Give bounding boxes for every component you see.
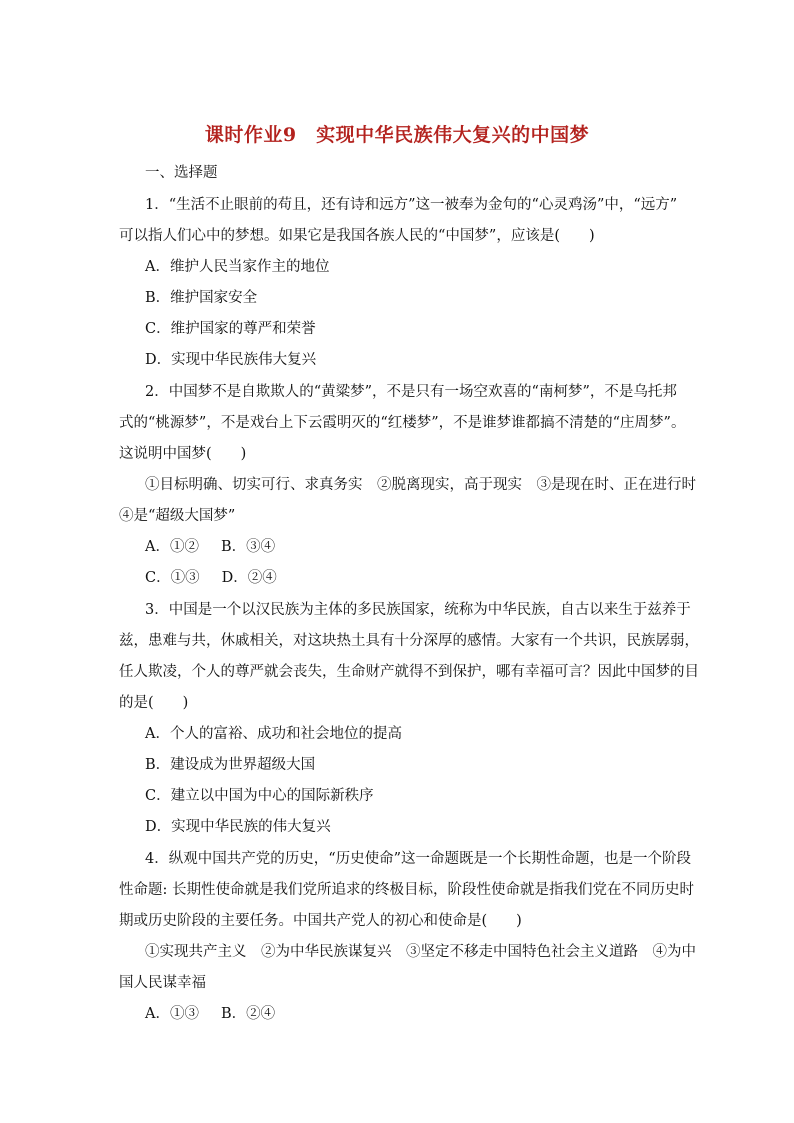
- q3-option-d: D．实现中华民族的伟大复兴: [145, 819, 331, 835]
- q3-option-b: B．建设成为世界超级大国: [145, 757, 316, 773]
- q2-options-row2: [145, 568, 277, 588]
- q2-option-c: C．①③: [145, 570, 200, 586]
- q1-option-a: A．维护人民当家作主的地位: [145, 259, 330, 275]
- q2-stem-line3: 这说明中国梦( ): [119, 446, 247, 462]
- q4-option-b: B．②④: [220, 1006, 276, 1022]
- q3-option-a: A．个人的富裕、成功和社会地位的提高: [145, 726, 402, 742]
- q3-option-c: C．建立以中国为中心的国际新秩序: [145, 788, 374, 804]
- q3-stem-line1: 3．中国是一个以汉民族为主体的多民族国家，统称为中华民族，自古以来生于兹养于: [145, 602, 691, 618]
- q2-options-row1: [145, 537, 275, 557]
- q2-option-a: A．①②: [145, 539, 199, 555]
- q1-option-d: D．实现中华民族伟大复兴: [145, 352, 317, 368]
- q4-statements-line1: ①实现共产主义 ②为中华民族谋复兴 ③坚定不移走中国特色社会主义道路 ④为中: [145, 944, 696, 960]
- q3-stem-line3: 任人欺凌，个人的尊严就会丧失，生命财产就得不到保护，哪有幸福可言？因此中国梦的目: [119, 664, 699, 680]
- q2-option-b: B．③④: [220, 539, 276, 555]
- q3-stem-line4: 的是( ): [119, 695, 189, 711]
- q3-stem-line2: 兹，患难与共，休戚相关，对这块热土具有十分深厚的感情。大家有一个共识，民族孱弱，: [119, 633, 699, 649]
- q4-option-a: A．①③: [145, 1006, 199, 1022]
- q4-stem-line2: 性命题: 长期性使命就是我们党所追求的终极目标，阶段性使命就是指我们党在不同历史时: [119, 882, 694, 898]
- q1-option-b: B．维护国家安全: [145, 290, 258, 306]
- q4-stem-line1: 4．纵观中国共产党的历史，“历史使命”这一命题既是一个长期性命题，也是一个阶段: [145, 851, 692, 867]
- section-heading: 一、选择题: [145, 165, 218, 181]
- q1-stem-line2: 可以指人们心中的梦想。如果它是我国各族人民的“中国梦”，应该是( ): [119, 228, 595, 244]
- q4-statements-line2: 国人民谋幸福: [119, 975, 206, 991]
- page-title: 课时作业9 实现中华民族伟大复兴的中国梦: [204, 124, 590, 146]
- q2-option-d: D．②④: [221, 570, 277, 586]
- q1-stem-line1: 1．“生活不止眼前的苟且，还有诗和远方”这一被奉为金句的“心灵鸡汤”中，“远方”: [145, 197, 678, 213]
- q2-stem-line1: 2．中国梦不是自欺欺人的“黄粱梦”，不是只有一场空欢喜的“南柯梦”，不是乌托邦: [145, 384, 677, 400]
- q2-statements-line2: ④是“超级大国梦”: [119, 508, 236, 524]
- q1-option-c: C．维护国家的尊严和荣誉: [145, 321, 316, 337]
- q4-options-row1: [145, 1004, 275, 1024]
- q4-stem-line3: 期或历史阶段的主要任务。中国共产党人的初心和使命是( ): [119, 913, 522, 929]
- q2-stem-line2: 式的“桃源梦”，不是戏台上下云霞明灭的“红楼梦”，不是谁梦谁都搞不清楚的“庄周梦”。: [119, 415, 686, 431]
- q2-statements-line1: ①目标明确、切实可行、求真务实 ②脱离现实，高于现实 ③是现在时、正在进行时: [145, 477, 696, 493]
